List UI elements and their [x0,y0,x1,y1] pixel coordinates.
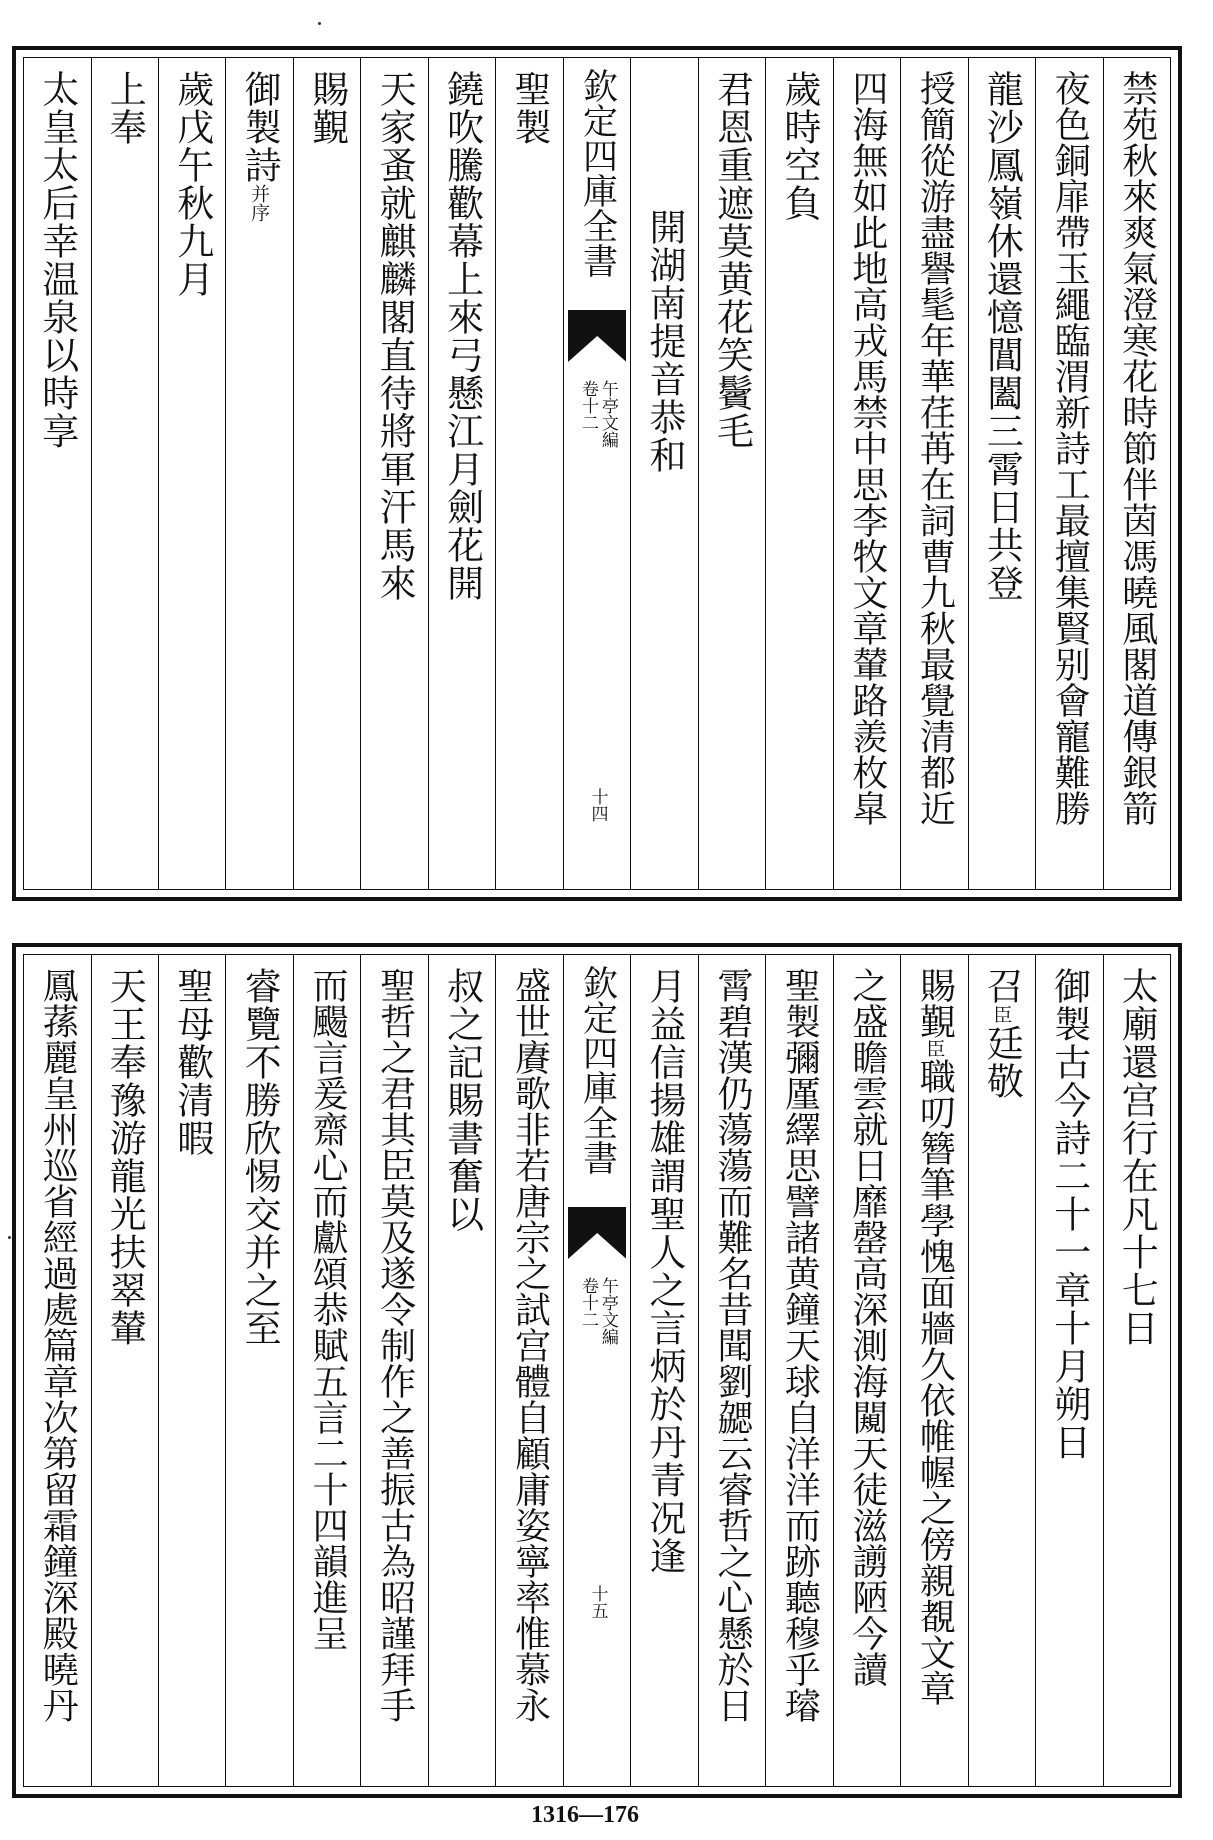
fold-title: 欽定四庫全書 [577,965,618,1175]
text-line: 之盛瞻雲就日靡罄高深測海闚天徒滋謭陋今讀 [846,967,888,1687]
text-line: 鳳蓀麗皇州巡省經過處篇章次第留霜鐘深殿曉丹 [37,967,79,1723]
text-column [360,955,427,1786]
text-column [1103,58,1170,889]
small-annotation: 并序 [248,184,271,222]
text-column [968,58,1035,889]
text-line: 天王奉豫游龍光扶翠輦 [103,967,147,1347]
text-column [495,58,562,889]
ink-speck [8,1236,11,1239]
text-column [293,955,360,1786]
text-column [24,955,90,1786]
text-line: 四海無如此地高戎馬禁中思李牧文章輦路羨枚皐 [846,70,888,826]
text-column [293,58,360,889]
text-column [900,58,967,889]
fishtail-mark-icon [568,1207,626,1259]
inner-frame [23,57,1171,890]
text-line: 盛世賡歌非若唐宗之試宫體自顧庸姿寧率惟慕永 [509,967,551,1723]
text-line: 授簡從游盡譽髦年華荏苒在詞曹九秋最覺清都近 [914,70,956,826]
text-line-main: 召 [980,967,1024,1005]
text-line [238,70,282,222]
text-line: 太皇太后幸温泉以時享 [35,70,79,450]
text-line: 聖母歡清暇 [170,967,214,1157]
text-line: 禁苑秋來爽氣澄寒花時節伴茵馮曉風閣道傳銀箭 [1116,70,1158,826]
text-line: 開湖南提音恭和 [642,208,686,474]
fold-book-name: 午亭文編 [597,380,618,448]
text-column [1103,955,1170,1786]
page-bottom [12,943,1182,1798]
text-line: 上奉 [103,70,147,146]
text-column [900,955,967,1786]
text-line-main: 賜覲 [914,967,956,1039]
text-line: 鐃吹騰歡幕上來弓懸江月劍花開 [440,70,484,602]
fold-page-number: 十四 [587,788,608,822]
fold-volume: 卷十二 [578,380,599,431]
text-column [1035,58,1102,889]
text-column [968,955,1035,1786]
text-line: 霄碧漢仍蕩蕩而難名昔聞劉勰云睿哲之心懸於日 [711,967,753,1723]
text-line [914,967,956,1706]
text-line: 夜色銅扉帶玉繩臨渭新詩工最擅集賢别會寵難勝 [1049,70,1091,826]
text-column [765,58,832,889]
text-line: 叔之記賜書奮以 [440,967,484,1233]
text-line: 睿覽不勝欣惕交并之至 [238,967,282,1347]
fold-subtitle [578,380,616,448]
fold-title: 欽定四庫全書 [577,68,618,278]
text-column [158,955,225,1786]
fold-book-name: 午亭文編 [597,1277,618,1345]
text-column [495,955,562,1786]
text-line-rest: 廷敬 [980,1024,1024,1100]
fold-volume: 卷十二 [578,1277,599,1328]
text-line: 而颺言爰齋心而獻頌恭賦五言二十四韻進呈 [307,967,349,1651]
text-line: 御製古今詩二十一章十月朔日 [1047,967,1091,1461]
fold-page-number: 十五 [587,1585,608,1619]
text-column [91,955,158,1786]
text-line: 聖製彌厪繹思譬諸黄鐘天球自洋洋而跡聽穆乎璿 [779,967,821,1723]
small-annotation: 臣 [923,1039,946,1058]
text-column [1035,955,1102,1786]
text-column [698,58,765,889]
text-line: 賜覲 [305,70,349,146]
page-label: 1316—176 [531,1802,639,1828]
text-column [225,955,292,1786]
column-grid [24,955,1170,1786]
text-column [833,955,900,1786]
text-line: 龍沙鳳嶺休還憶閶闔三霄日共登 [980,70,1024,602]
text-line: 歲戊午秋九月 [170,70,214,298]
text-line: 聖哲之君其臣莫及遂令制作之善振古為昭謹拜手 [374,967,416,1723]
text-column [428,955,495,1786]
text-line-main: 御製詩 [238,70,282,184]
inner-frame [23,954,1171,1787]
text-line-rest: 職叨簪筆學愧面牆久依帷幄之傍親覩文章 [914,1058,956,1706]
ink-speck [318,22,321,25]
text-column [765,955,832,1786]
text-column [91,58,158,889]
text-line: 天家蚤就麒麟閣直待將軍汗馬來 [373,70,417,602]
text-line: 聖製 [508,70,552,146]
text-column [698,955,765,1786]
fold-subtitle [578,1277,616,1345]
text-line: 月益信揚雄謂聖人之言炳於丹青况逢 [642,967,686,1575]
text-column [630,955,697,1786]
text-line: 君恩重遮莫黄花笑鬢毛 [710,70,754,450]
text-column [428,58,495,889]
column-grid [24,58,1170,889]
text-column [225,58,292,889]
text-line: 歲時空負 [777,70,821,222]
text-line [980,967,1024,1100]
small-annotation: 臣 [990,1005,1013,1024]
fold-column [563,955,630,1786]
text-column [24,58,90,889]
text-line: 太廟還宫行在凡十七日 [1115,967,1159,1347]
fold-column [563,58,630,889]
page-top [12,46,1182,901]
text-column [833,58,900,889]
text-column [158,58,225,889]
fishtail-mark-icon [568,310,626,362]
text-column [360,58,427,889]
text-column [630,58,697,889]
